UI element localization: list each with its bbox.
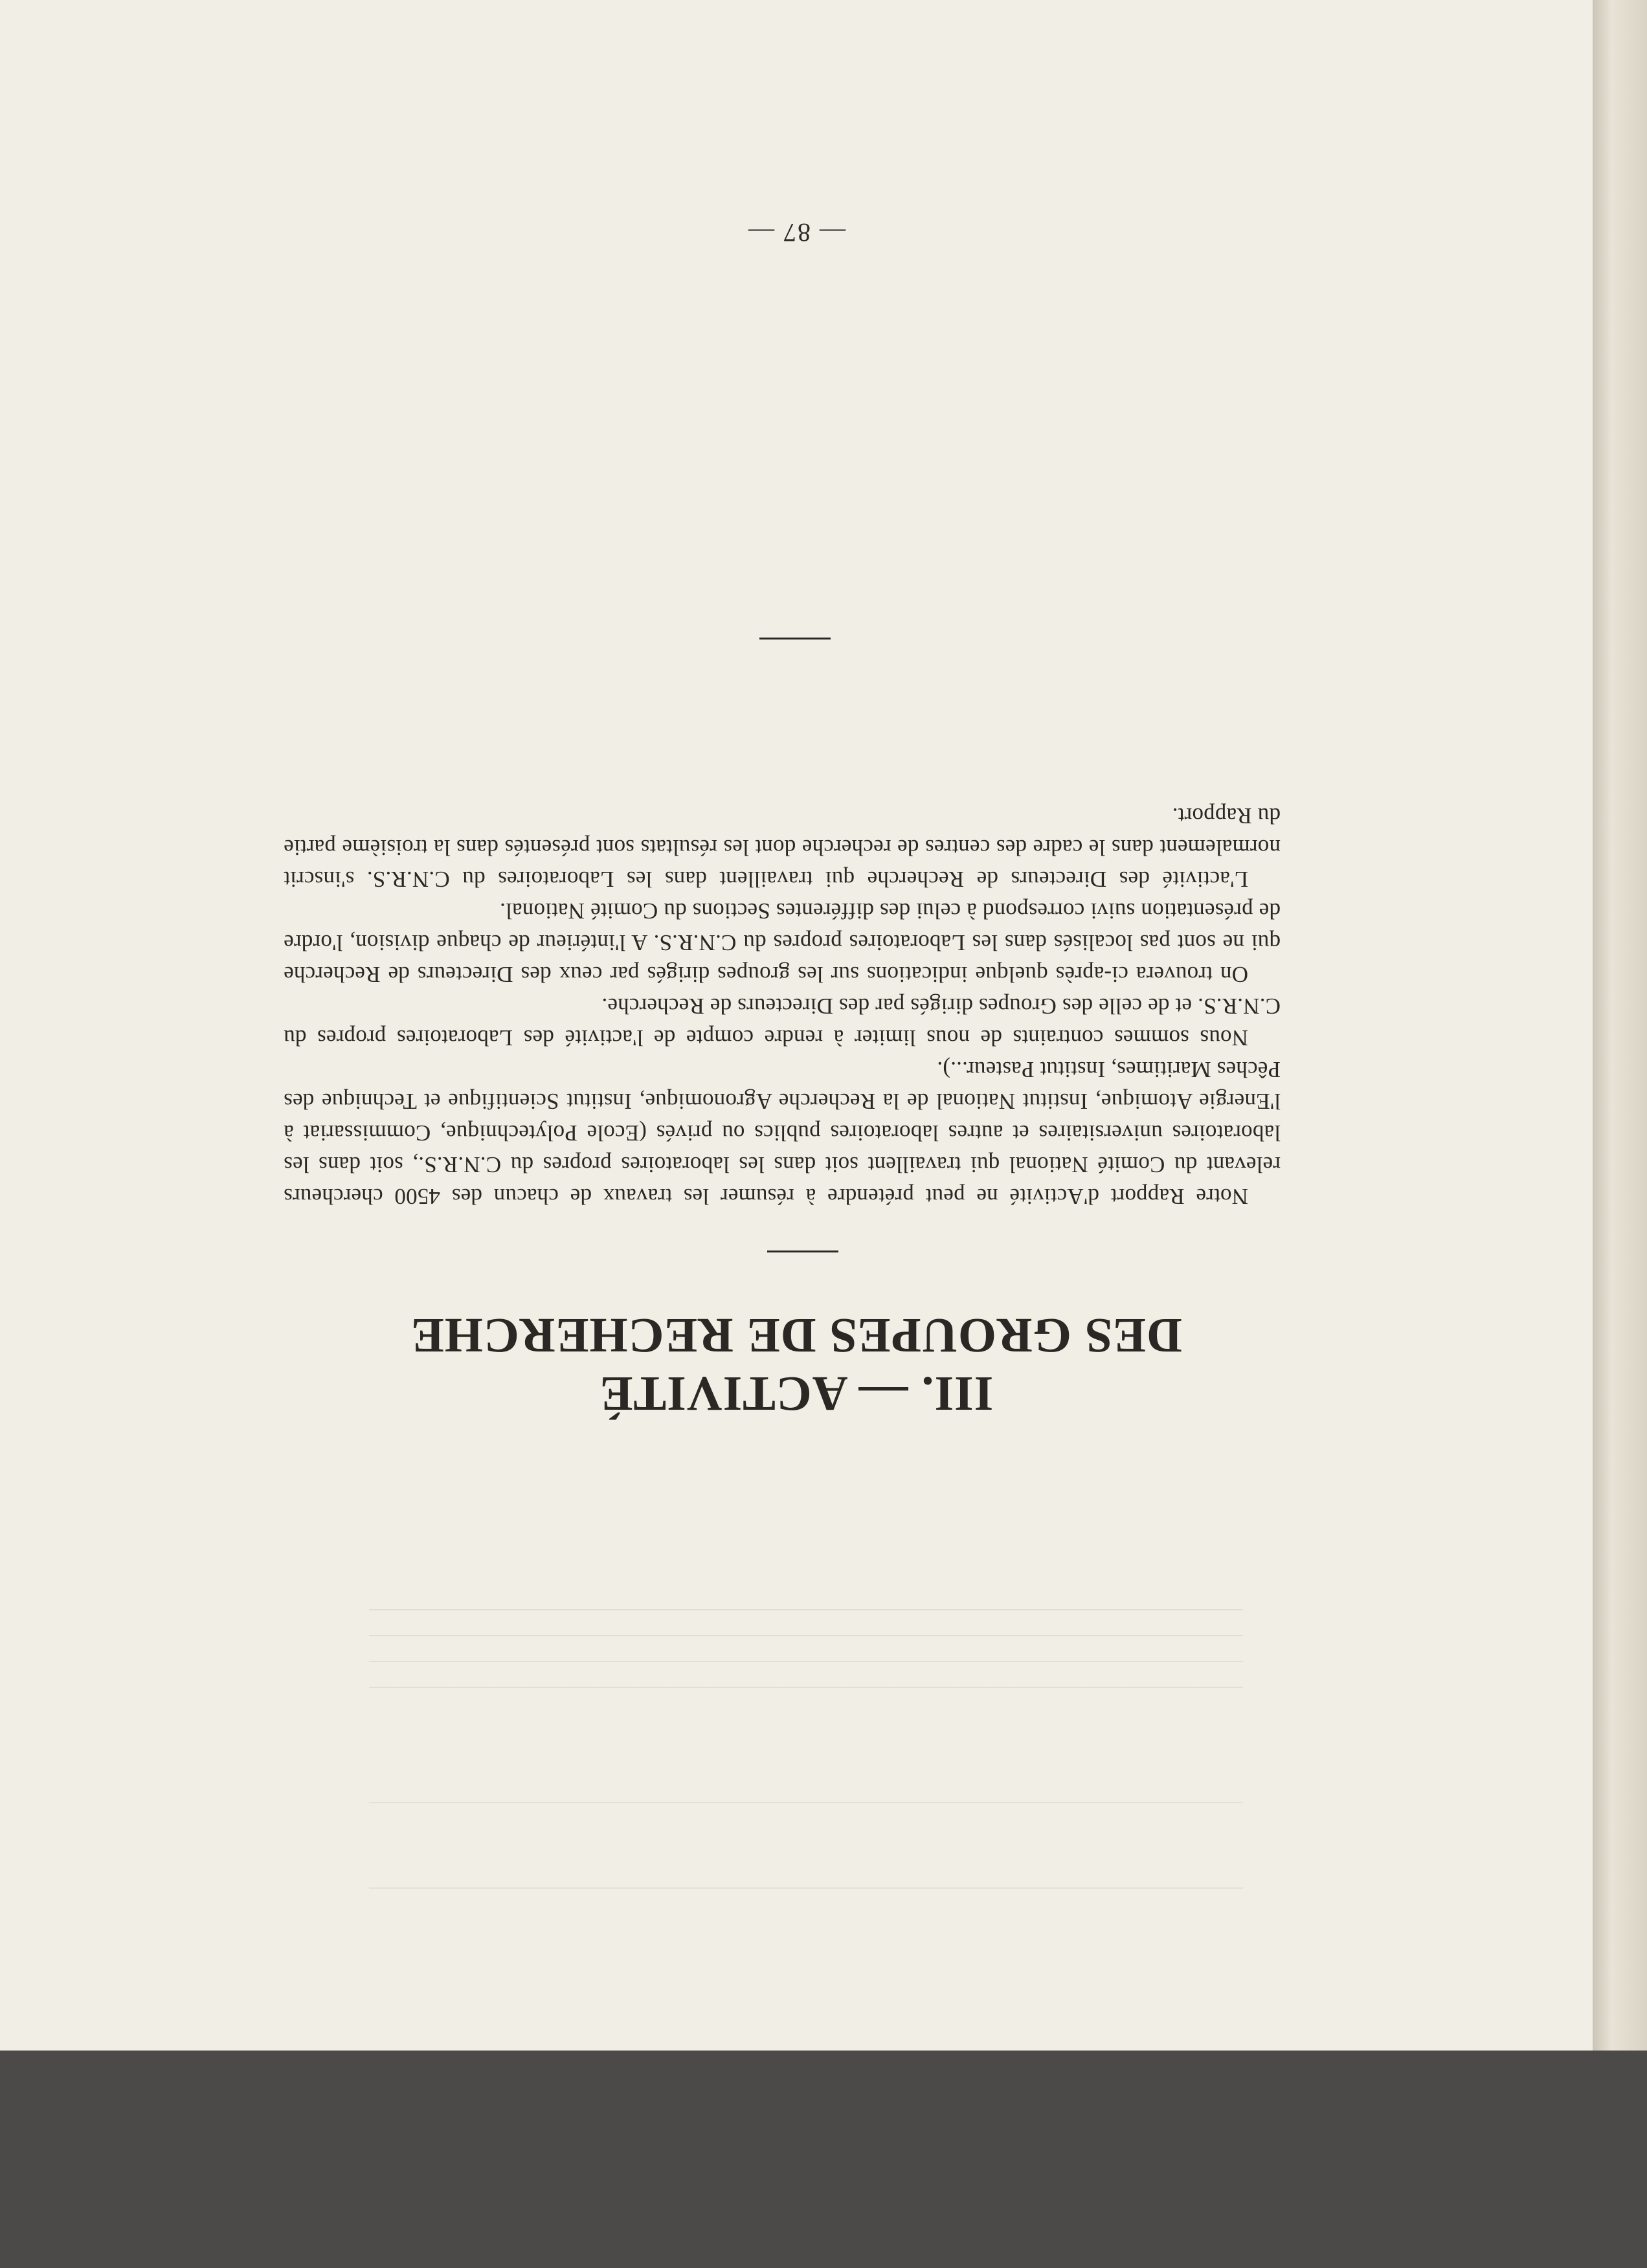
page-number: — 87 — (747, 218, 846, 247)
closing-rule (759, 638, 831, 639)
paper-edge (1593, 0, 1647, 2051)
paragraph-2: Nous sommes contraints de nous limiter à rendre compte de l'activité des Laboratoires propres du C.N.R.S. et de celle des Groupes dirigés par des Directeurs de Recherche. (284, 994, 1281, 1051)
paragraph-3: On trouvera ci-après quelque indications sur les groupes dirigés par ceux des Directeurs de Recherche qui ne sont pas localisés dans les Laboratoires propres du C.N.R.S. A l'intérieur de chaque division, l'ordre de présentation suivi correspond à celui des différentes Sections du Comité National. (284, 898, 1281, 987)
show-through-texture (369, 1584, 1243, 1688)
section-title: III. — ACTIVITÉ (599, 1366, 994, 1421)
section-subtitle: DES GROUPES DE RECHERCHE (410, 1308, 1182, 1362)
paragraph-4: L'activité des Directeurs de Recherche qui travaillent dans les Laboratoires du C.N.R.S. s'inscrit normalement dans le cadre des centres de recherche dont les résultats sont présentés dans la troisième partie du Rapport. (284, 803, 1281, 892)
show-through-texture (369, 1802, 1243, 1889)
scanner-bed (0, 2051, 1647, 2268)
title-rule (767, 1251, 838, 1252)
body-text (284, 800, 1281, 1212)
paragraph-1: Notre Rapport d'Activité ne peut prétendre à résumer les travaux de chacun des 4500 chercheurs relevant du Comité National qui travaillent soit dans les laboratoires propres du C.N.R.S., soit dans les laboratoires universitaires et autres laboratoires publics ou privés (Ecole Polytechnique, Commissariat à l'Energie Atomique, Institut National de la Recherche Agronomique, Institut Scientifique et Technique des Pêches Maritimes, Institut Pasteur...). (284, 1057, 1281, 1209)
